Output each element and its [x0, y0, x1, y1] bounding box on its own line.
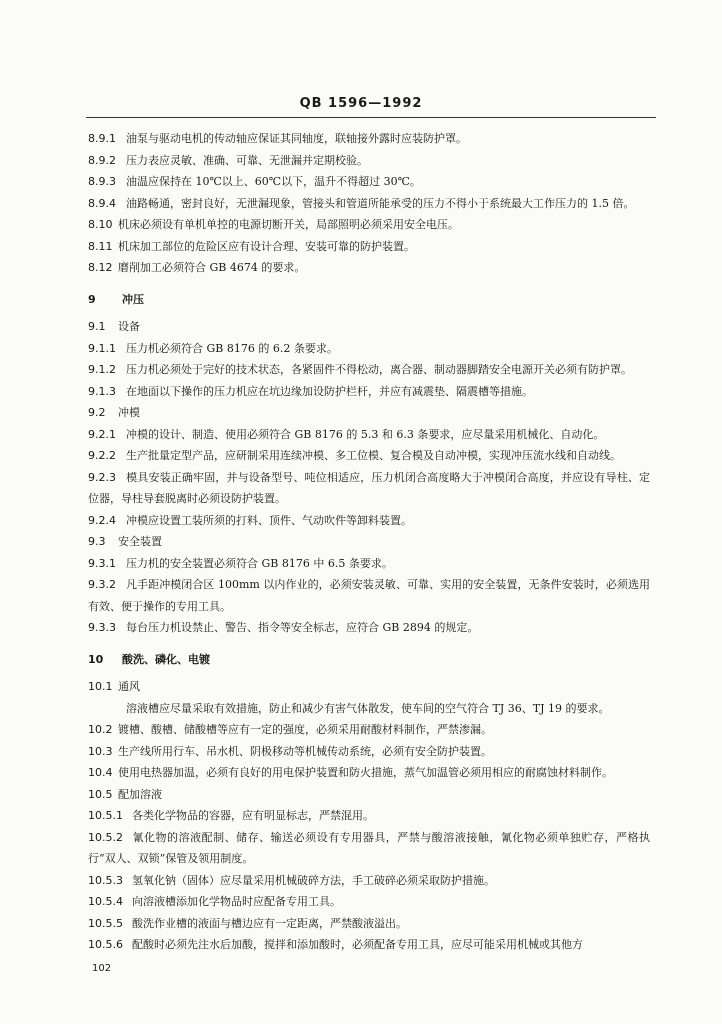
- clause-paragraph: [88, 698, 650, 720]
- clause-text: 冲模的设计、制造、使用必须符合 GB 8176 的 5.3 和 6.3 条要求，应尽量采用机械化、自动化。: [126, 427, 605, 441]
- clause-number: 9.1.1: [88, 341, 116, 355]
- standard-code-header: QB 1596—1992: [299, 96, 423, 111]
- clause-number: 10.3: [88, 744, 113, 758]
- clause-number: 10.1: [88, 680, 113, 693]
- clause-number: 10.5.4: [88, 895, 123, 908]
- clause-line: [88, 870, 650, 892]
- clause-text: 在地面以下操作的压力机应在坑边缘加设防护栏杆，并应有减震垫、隔震槽等措施。: [126, 384, 533, 398]
- clause-number: 10.4: [88, 766, 113, 779]
- clause-number: 10.5.5: [88, 916, 123, 930]
- clause-line: [88, 171, 650, 193]
- clause-paragraph: [88, 762, 650, 784]
- clause-number: 9.3: [88, 535, 106, 548]
- clause-text: 镀槽、酸槽、储酸槽等应有一定的强度，必须采用耐酸材料制作，严禁渗漏。: [118, 723, 492, 736]
- clause-text: 每台压力机设禁止、警告、指令等安全标志，应符合 GB 2894 的规定。: [126, 621, 479, 634]
- clause-line: [88, 676, 650, 698]
- clause-number: 9.2.3: [88, 470, 116, 484]
- clause-line: [88, 257, 650, 279]
- clause-text: 配酸时必须先注水后加酸，搅拌和添加酸时，必须配备专用工具，应尽可能采用机械或其他方: [132, 938, 583, 951]
- clause-text: 压力表应灵敏、准确、可靠、无泄漏并定期校验。: [126, 153, 368, 167]
- document-body: [88, 128, 650, 956]
- clause-text: 使用电热器加温，必须有良好的用电保护装置和防火措施，蒸气加温管必须用相应的耐腐蚀材料制作。: [118, 766, 613, 779]
- clause-text: 磨削加工必须符合 GB 4674 的要求。: [118, 261, 306, 274]
- clause-line: [88, 741, 650, 763]
- clause-paragraph: [88, 467, 650, 510]
- clause-line: [88, 510, 650, 532]
- clause-number: 10.2: [88, 723, 113, 736]
- clause-paragraph: [88, 445, 650, 467]
- header-rule: [86, 117, 656, 118]
- clause-text: 生产线所用行车、吊水机、阴极移动等机械传动系统，必须有安全防护装置。: [118, 744, 492, 758]
- clause-line: [88, 424, 650, 446]
- clause-paragraph: [88, 359, 650, 381]
- clause-text: 配加溶液: [118, 787, 162, 801]
- clause-line: [88, 891, 650, 913]
- clause-text: 向溶液槽添加化学物品时应配备专用工具。: [132, 895, 341, 908]
- clause-line: [88, 381, 650, 403]
- clause-text: 冲模: [118, 406, 140, 419]
- clause-text: 设备: [118, 320, 140, 333]
- clause-number: 9.2.2: [88, 449, 116, 462]
- clause-text: 模具安装正确牢固，并与设备型号、吨位相适应，压力机闭合高度略大于冲模闭合高度，并应设有导柱、定位器，导柱导套脱离时必须设防护装置。: [88, 470, 650, 505]
- clause-number: 9.1.2: [88, 363, 116, 376]
- clause-line: [88, 805, 650, 827]
- clause-line: [88, 719, 650, 741]
- clause-number: 10.5.6: [88, 938, 123, 951]
- clause-line: [88, 150, 650, 172]
- clause-paragraph: [88, 574, 650, 617]
- clause-number: 10.5.2: [88, 830, 123, 844]
- clause-text: 氰化物的溶液配制、储存、输送必须设有专用器具，严禁与酸溶液接触，氰化物必须单独贮存，严格执行“双人、双锁”保管及领用制度。: [88, 830, 650, 865]
- clause-line: [88, 784, 650, 806]
- clause-number: 8.9.4: [88, 196, 116, 210]
- clause-number: 9.3.2: [88, 578, 116, 591]
- clause-text: 生产批量定型产品，应研制采用连续冲模、多工位模、复合模及自动冲模，实现冲压流水线和自动线。: [126, 449, 621, 462]
- clause-text: 油温应保持在 10℃以上、60℃以下，温升不得超过 30℃。: [126, 175, 421, 188]
- clause-text: 氢氧化钠（固体）应尽量采用机械破碎方法，手工破碎必须采取防护措施。: [132, 873, 495, 887]
- clause-line: [88, 128, 650, 150]
- clause-number: 9.1.3: [88, 384, 116, 398]
- clause-text: 机床必须设有单机单控的电源切断开关，局部照明必须采用安全电压。: [118, 218, 459, 231]
- clause-text: 酸洗作业槽的液面与槽边应有一定距离，严禁酸液溢出。: [132, 916, 407, 930]
- clause-number: 8.9.3: [88, 175, 116, 188]
- clause-number: 9.3.3: [88, 621, 116, 634]
- clause-text: 各类化学物品的容器，应有明显标志，严禁混用。: [132, 809, 374, 822]
- clause-number: 9: [88, 292, 96, 306]
- clause-line: [88, 531, 650, 553]
- clause-text: 压力机的安全装置必须符合 GB 8176 中 6.5 条要求。: [126, 556, 393, 570]
- clause-text: 压力机必须处于完好的技术状态，各紧固件不得松动，离合器、制动器脚踏安全电源开关必须有防护罩。: [126, 363, 632, 376]
- section-heading: [88, 649, 650, 671]
- clause-paragraph: [88, 827, 650, 870]
- clause-line: [88, 913, 650, 935]
- clause-number: 9.2.1: [88, 427, 116, 441]
- clause-number: 10.5.1: [88, 809, 123, 822]
- clause-number: 10.5: [88, 787, 113, 801]
- clause-number: 9.1: [88, 320, 106, 333]
- clause-text: 酸洗、磷化、电镀: [122, 652, 210, 666]
- clause-number: 8.9.1: [88, 132, 116, 145]
- section-heading: [88, 289, 650, 311]
- clause-text: 安全装置: [118, 535, 162, 548]
- clause-text: 机床加工部位的危险区应有设计合理、安装可靠的防护装置。: [118, 239, 415, 253]
- page-number: 102: [92, 963, 112, 974]
- clause-line: [88, 934, 650, 956]
- clause-line: [88, 338, 650, 360]
- clause-text: 凡手距冲模闭合区 100mm 以内作业的，必须安装灵敏、可靠、实用的安全装置，无条件安装时，必须选用有效、便于操作的专用工具。: [88, 578, 650, 613]
- clause-number: 8.9.2: [88, 153, 116, 167]
- clause-number: 10.5.3: [88, 873, 123, 887]
- clause-line: [88, 553, 650, 575]
- clause-line: [88, 316, 650, 338]
- clause-number: 9.2: [88, 406, 106, 419]
- clause-text: 油泵与驱动电机的传动轴应保证其同轴度，联轴接外露时应装防护罩。: [126, 132, 467, 145]
- clause-text: 冲模应设置工装所须的打料、顶件、气动吹件等卸料装置。: [126, 513, 412, 527]
- clause-number: 9.2.4: [88, 513, 116, 527]
- clause-text: 通风: [118, 680, 140, 693]
- clause-paragraph: [88, 193, 650, 215]
- clause-line: [88, 402, 650, 424]
- clause-line: [88, 617, 650, 639]
- clause-number: 8.12: [88, 261, 113, 274]
- clause-text: 压力机必须符合 GB 8176 的 6.2 条要求。: [126, 341, 338, 355]
- clause-text: 油路畅通，密封良好，无泄漏现象，管接头和管道所能承受的压力不得小于系统最大工作压力的 1.5 倍。: [126, 196, 635, 210]
- clause-number: 8.11: [88, 239, 113, 253]
- clause-text: 溶液槽应尽量采取有效措施，防止和减少有害气体散发，使车间的空气符合 TJ 36、TJ 19 的要求。: [126, 701, 610, 715]
- clause-line: [88, 214, 650, 236]
- clause-number: 8.10: [88, 218, 113, 231]
- clause-text: 冲压: [122, 292, 144, 306]
- clause-line: [88, 236, 650, 258]
- clause-number: 10: [88, 652, 104, 666]
- clause-number: 9.3.1: [88, 556, 116, 570]
